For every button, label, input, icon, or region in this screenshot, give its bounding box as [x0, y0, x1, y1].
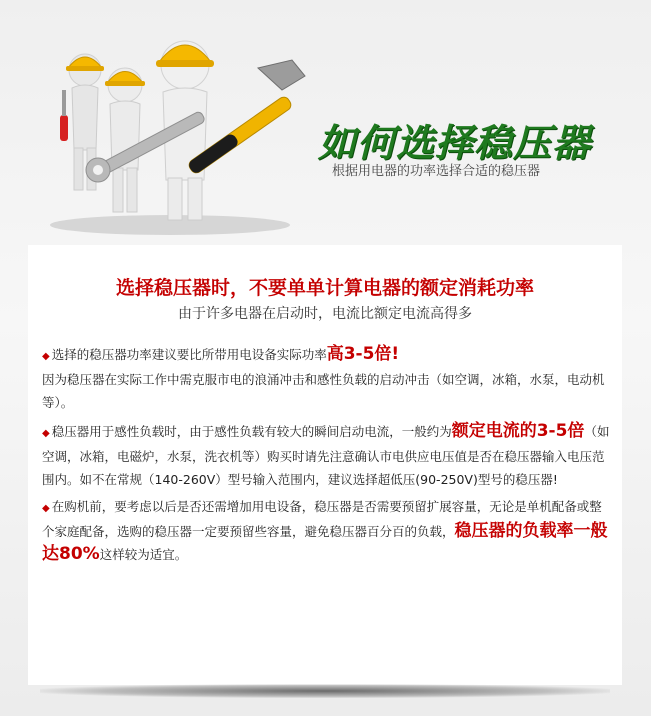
card-shadow [40, 684, 610, 698]
worker-middle [105, 68, 145, 212]
diamond-bullet-icon: ◆ [42, 428, 50, 439]
highlight-text: 高3-5倍! [326, 344, 400, 364]
paragraph-power-rating [42, 343, 610, 414]
paragraph-text: 选择的稳压器功率建议要比所带用电设备实际功率 [51, 347, 327, 362]
info-card [28, 245, 622, 685]
paragraph-reserve-capacity [42, 495, 610, 566]
page-subtitle: 根据用电器的功率选择合适的稳压器 [332, 164, 541, 179]
diamond-bullet-icon: ◆ [42, 351, 50, 362]
paragraph-text: 稳压器用于感性负载时，由于感性负载有较大的瞬间启动电流，一般约为 [51, 424, 452, 439]
paragraph-text: 这样较为适宜。 [99, 547, 188, 562]
construction-workers-illustration [30, 20, 330, 240]
card-content [42, 343, 610, 566]
paragraph-text: 在购机前，要考虑以后是否还需增加用电设备，稳压器是否需要预留扩展容量，无论是单机配备或整个家庭配备，选购的稳压器一定要预留些容量，避免稳压器百分百的负载， [42, 499, 602, 539]
diamond-bullet-icon: ◆ [42, 503, 50, 514]
paragraph-text: 因为稳压器在实际工作中需克服市电的浪涌冲击和感性负载的启动冲击（如空调，冰箱，水泵，电动机等）。 [42, 372, 605, 410]
screwdriver-icon [60, 90, 68, 141]
card-headline: 选择稳压器时，不要单单计算电器的额定消耗功率 [115, 277, 534, 299]
header-banner [0, 0, 651, 250]
paragraph-inductive-load [42, 420, 610, 491]
card-subheadline: 由于许多电器在启动时，电流比额定电流高得多 [178, 306, 472, 322]
highlight-text: 额定电流的3-5倍 [451, 421, 585, 441]
paragraph-text: （如空调，冰箱，电磁炉，水泵，洗衣机等）购买时请先注意确认市电供应电压值是否在稳压器输入电压范围内。如不在常规（140-260V）型号输入范围内，建议选择超低压(90-250V)型号的稳压器! [42, 424, 610, 487]
page-title: 如何选择稳压器 [318, 121, 592, 165]
highlight-text: 稳压器的负载率一般达80% [42, 521, 608, 564]
